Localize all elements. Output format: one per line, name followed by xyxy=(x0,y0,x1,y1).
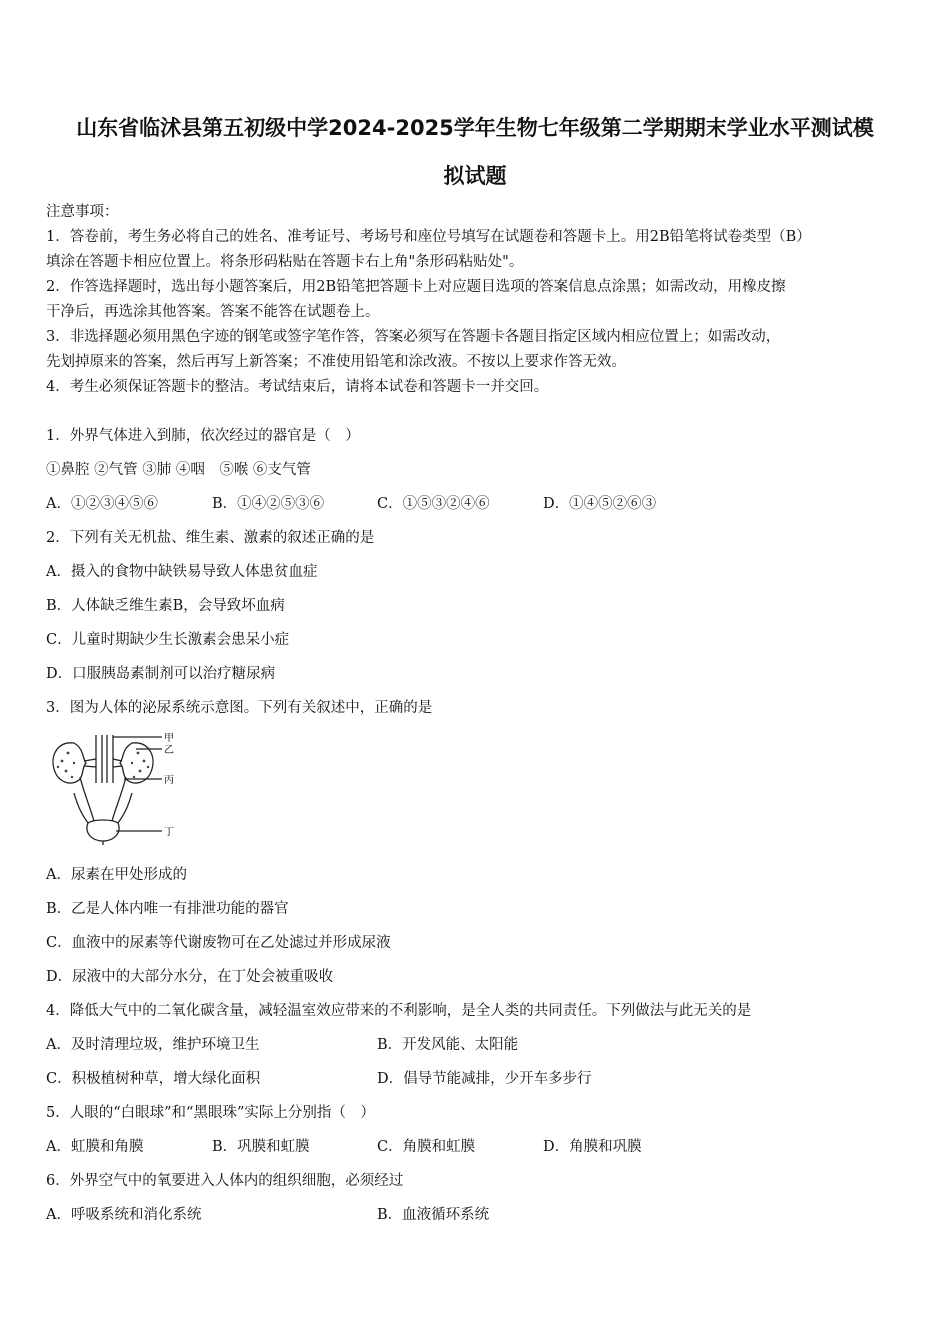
question-5-option-a: A．虹膜和角膜 xyxy=(46,1139,144,1155)
question-6-stem: 6．外界空气中的氧要进入人体内的组织细胞，必须经过 xyxy=(46,1173,404,1189)
question-4-option-b: B．开发风能、太阳能 xyxy=(377,1037,519,1053)
notes-line: 2．作答选择题时，选出每小题答案后，用2B铅笔把答题卡上对应题目选项的答案信息点涂黑；如需改动，用橡皮擦 xyxy=(46,279,786,295)
question-1-option-d: D．①④⑤②⑥③ xyxy=(543,496,657,512)
question-3-option-c: C．血液中的尿素等代谢废物可在乙处滤过并形成尿液 xyxy=(46,935,391,951)
question-6-option-a: A．呼吸系统和消化系统 xyxy=(46,1207,202,1223)
question-1-stem: 1．外界气体进入到肺，依次经过的器官是（ ） xyxy=(46,428,360,444)
question-5-option-d: D．角膜和巩膜 xyxy=(543,1139,642,1155)
question-1-option-c: C．①⑤③②④⑥ xyxy=(377,496,490,512)
question-5-option-c: C．角膜和虹膜 xyxy=(377,1139,476,1155)
left-kidney xyxy=(53,743,86,783)
question-5-stem: 5．人眼的“白眼球”和“黑眼珠”实际上分别指（ ） xyxy=(46,1105,375,1121)
question-3-option-d: D．尿液中的大部分水分，在丁处会被重吸收 xyxy=(46,969,334,985)
question-4-option-c: C．积极植树种草，增大绿化面积 xyxy=(46,1071,261,1087)
question-1-option-a: A．①②③④⑤⑥ xyxy=(46,496,158,512)
question-1-option-b: B．①④②⑤③⑥ xyxy=(212,496,325,512)
question-4-option-d: D．倡导节能减排，少开车多步行 xyxy=(377,1071,592,1087)
page-title-line-2: 拟试题 xyxy=(443,164,507,188)
question-6-option-b: B．血液循环系统 xyxy=(377,1207,490,1223)
question-2-option-d: D．口服胰岛素制剂可以治疗糖尿病 xyxy=(46,666,276,682)
question-3-option-a: A．尿素在甲处形成的 xyxy=(46,867,187,883)
question-2-option-a: A．摄入的食物中缺铁易导致人体患贫血症 xyxy=(46,564,318,580)
notes-section xyxy=(46,200,908,400)
figure-label-jia: 甲 xyxy=(164,733,174,744)
question-3-stem: 3．图为人体的泌尿系统示意图。下列有关叙述中，正确的是 xyxy=(46,700,433,716)
notes-line: 4．考生必须保证答题卡的整洁。考试结束后，请将本试卷和答题卡一并交回。 xyxy=(46,379,549,395)
question-2-stem: 2．下列有关无机盐、维生素、激素的叙述正确的是 xyxy=(46,530,375,546)
urinary-system-figure xyxy=(44,733,184,845)
page-title-line-1: 山东省临沭县第五初级中学2024-2025学年生物七年级第二学期期末学业水平测试模 xyxy=(76,116,874,140)
notes-line: 先划掉原来的答案，然后再写上新答案；不准使用铅笔和涂改液。不按以上要求作答无效。 xyxy=(46,354,626,370)
question-5-option-b: B．巩膜和虹膜 xyxy=(212,1139,310,1155)
figure-label-ding: 丁 xyxy=(164,827,174,838)
notes-line: 干净后，再选涂其他答案。答案不能答在试题卷上。 xyxy=(46,304,380,320)
bladder xyxy=(87,820,119,841)
question-1-items: ①鼻腔 ②气管 ③肺 ④咽 ⑤喉 ⑥支气管 xyxy=(46,462,311,478)
notes-line: 3．非选择题必须用黑色字迹的钢笔或签字笔作答，答案必须写在答题卡各题目指定区域内相应位置上；如需改动， xyxy=(46,329,781,345)
figure-label-yi: 乙 xyxy=(164,745,174,756)
question-3-option-b: B．乙是人体内唯一有排泄功能的器官 xyxy=(46,901,289,917)
question-4-stem: 4．降低大气中的二氧化碳含量，减轻温室效应带来的不利影响，是全人类的共同责任。下列做法与此无关的是 xyxy=(46,1003,752,1019)
notes-line: 1．答卷前，考生务必将自己的姓名、准考证号、考场号和座位号填写在试题卷和答题卡上。用2B铅笔将试卷类型（B） xyxy=(46,229,811,245)
notes-line: 填涂在答题卡相应位置上。将条形码粘贴在答题卡右上角"条形码粘贴处"。 xyxy=(46,254,524,270)
question-4-option-a: A．及时清理垃圾，维护环境卫生 xyxy=(46,1037,260,1053)
figure-label-bing: 丙 xyxy=(164,775,174,786)
notes-heading: 注意事项： xyxy=(46,204,119,220)
question-2-option-b: B．人体缺乏维生素B，会导致坏血病 xyxy=(46,598,285,614)
question-2-option-c: C．儿童时期缺少生长激素会患呆小症 xyxy=(46,632,290,648)
